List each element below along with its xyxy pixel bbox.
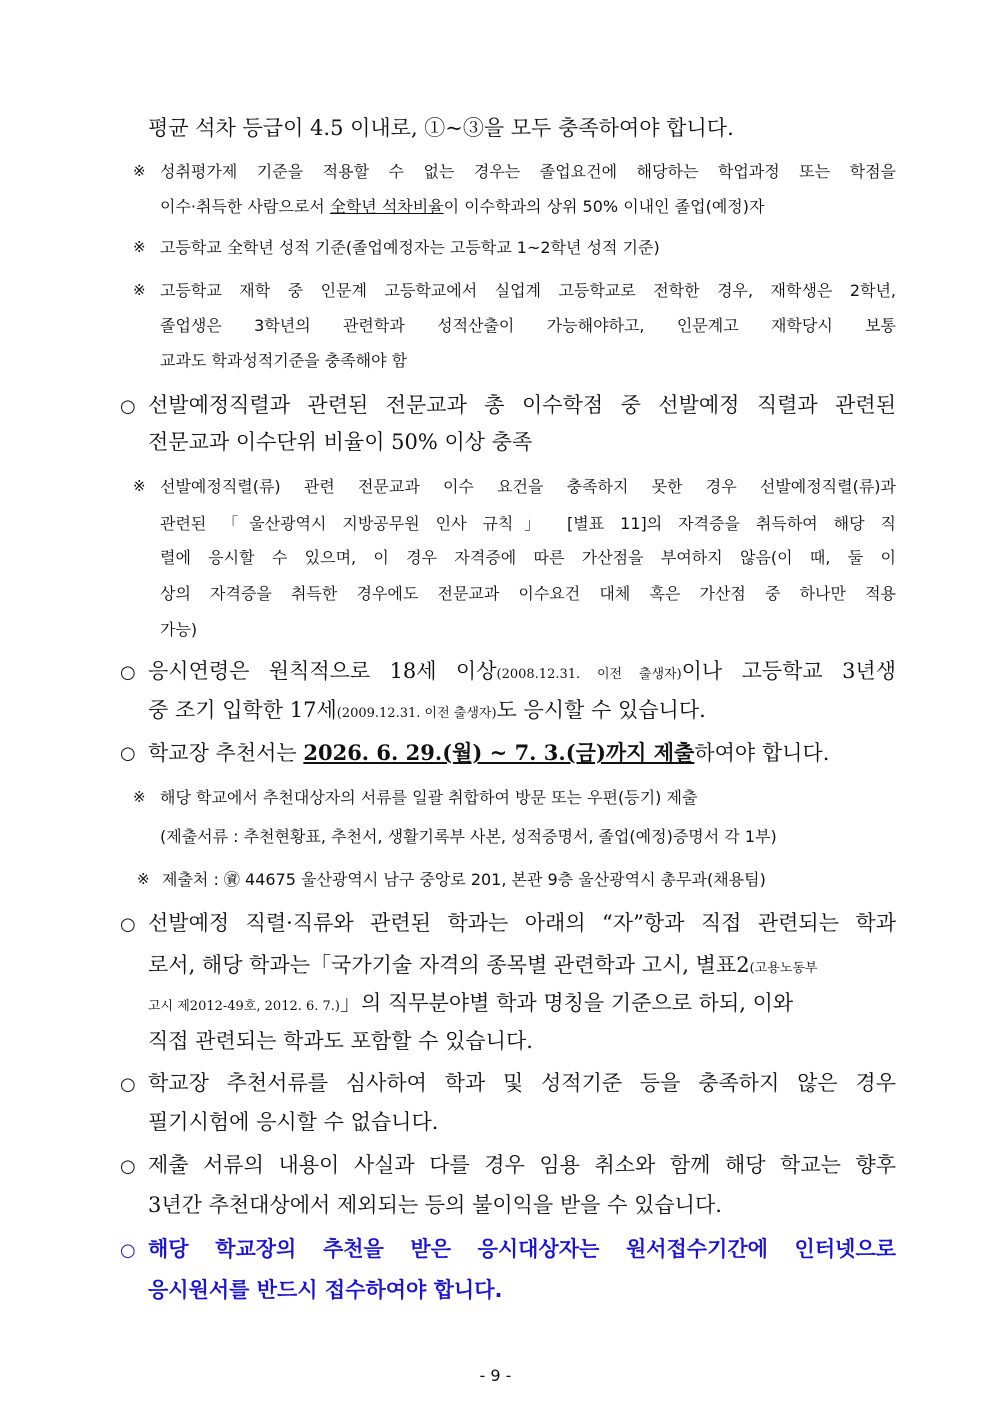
note-mark: ※ — [133, 281, 146, 299]
note-line: 관련된 「울산광역시 지방공무원 인사 규칙」 [별표 11]의 자격증을 취득하여 해당 직 — [160, 514, 896, 533]
bullet-circle: ○ — [120, 396, 136, 417]
bullet-circle: ○ — [120, 662, 136, 683]
item-line: 제출 서류의 내용이 사실과 다를 경우 임용 취소와 함께 해당 학교는 향후 — [148, 1153, 896, 1177]
note-line: 고등학교 全학년 성적 기준(졸업예정자는 고등학교 1~2학년 성적 기준) — [160, 238, 660, 257]
note-line: 이수·취득한 사람으로서 全학년 석차비율이 이수학과의 상위 50% 이내인 졸업(예정)자 — [160, 197, 765, 216]
bullet-circle: ○ — [120, 1240, 136, 1261]
note-line: 렬에 응시할 수 있으며, 이 경우 자격증에 따른 가산점을 부여하지 않음(이 때, 둘 이 — [160, 548, 896, 567]
item-line: 선발예정 직렬·직류와 관련된 학과는 아래의 “자”항과 직접 관련되는 학과 — [148, 911, 896, 935]
bullet-circle: ○ — [120, 914, 136, 935]
submission-deadline: 2026. 6. 29.(월) ~ 7. 3.(금)까지 제출 — [303, 740, 695, 765]
emphasis-line: 응시원서를 반드시 접수하여야 합니다. — [148, 1278, 503, 1302]
note-line: 고등학교 재학 중 인문계 고등학교에서 실업계 고등학교로 전학한 경우, 재학생은 2학년, — [160, 281, 896, 300]
paragraph-line: 평균 석차 등급이 4.5 이내로, ①~③을 모두 충족하여야 합니다. — [148, 116, 734, 140]
item-line: 필기시험에 응시할 수 없습니다. — [148, 1110, 439, 1134]
note-line: (제출서류 : 추천현황표, 추천서, 생활기록부 사본, 성적증명서, 졸업(예정)증명서 각 1부) — [160, 827, 777, 846]
note-line: 상의 자격증을 취득한 경우에도 전문교과 이수요건 대체 혹은 가산점 중 하나만 적용 — [160, 584, 896, 603]
note-line: 졸업생은 3학년의 관련학과 성적산출이 가능해야하고, 인문계고 재학당시 보통 — [160, 316, 896, 335]
item-line: 학교장 추천서류를 심사하여 학과 및 성적기준 등을 충족하지 않은 경우 — [148, 1071, 896, 1095]
item-line: 응시연령은 원칙적으로 18세 이상(2008.12.31. 이전 출생자)이나 고등학교 3년생 — [148, 659, 897, 683]
item-line: 3년간 추천대상에서 제외되는 등의 불이익을 받을 수 있습니다. — [148, 1193, 722, 1217]
bullet-circle: ○ — [120, 1074, 136, 1095]
item-line: 중 조기 입학한 17세(2009.12.31. 이전 출생자)도 응시할 수 있습니다. — [148, 698, 706, 722]
bullet-circle: ○ — [120, 1156, 136, 1177]
item-line: 학교장 추천서는 2026. 6. 29.(월) ~ 7. 3.(금)까지 제출하여야 합니다. — [148, 740, 830, 765]
item-line: 직접 관련되는 학과도 포함할 수 있습니다. — [148, 1029, 533, 1053]
emphasis-line: 해당 학교장의 추천을 받은 응시대상자는 원서접수기간에 인터넷으로 — [148, 1237, 896, 1261]
note-line: 성취평가제 기준을 적용할 수 없는 경우는 졸업요건에 해당하는 학업과정 또는 학점을 — [160, 162, 896, 181]
item-line: 전문교과 이수단위 비율이 50% 이상 충족 — [148, 430, 533, 454]
note-line: 선발예정직렬(류) 관련 전문교과 이수 요건을 충족하지 못한 경우 선발예정직렬(류)과 — [160, 477, 896, 496]
underlined-text: 全학년 석차비율 — [329, 197, 444, 216]
note-mark: ※ — [133, 162, 146, 180]
note-mark: ※ — [133, 238, 146, 256]
note-mark: ※ — [133, 788, 146, 806]
note-mark: ※ — [133, 477, 146, 495]
item-line: 선발예정직렬과 관련된 전문교과 총 이수학점 중 선발예정 직렬과 관련된 — [148, 393, 896, 417]
page-number: - 9 - — [479, 1366, 512, 1385]
bullet-circle: ○ — [120, 743, 136, 764]
note-line: 교과도 학과성적기준을 충족해야 함 — [160, 351, 408, 370]
note-line: 제출처 : ㊮ 44675 울산광역시 남구 중앙로 201, 본관 9층 울산광역시 총무과(채용팀) — [162, 870, 766, 889]
item-line: 고시 제2012-49호, 2012. 6. 7.)」의 직무분야별 학과 명칭을 기준으로 하되, 이와 — [148, 991, 794, 1015]
note-line: 해당 학교에서 추천대상자의 서류를 일괄 취합하여 방문 또는 우편(등기) 제출 — [160, 788, 698, 807]
note-line: 가능) — [160, 620, 198, 639]
item-line: 로서, 해당 학과는「국가기술 자격의 종목별 관련학과 고시, 별표2(고용노동부 — [148, 953, 818, 977]
note-mark: ※ — [137, 870, 150, 888]
